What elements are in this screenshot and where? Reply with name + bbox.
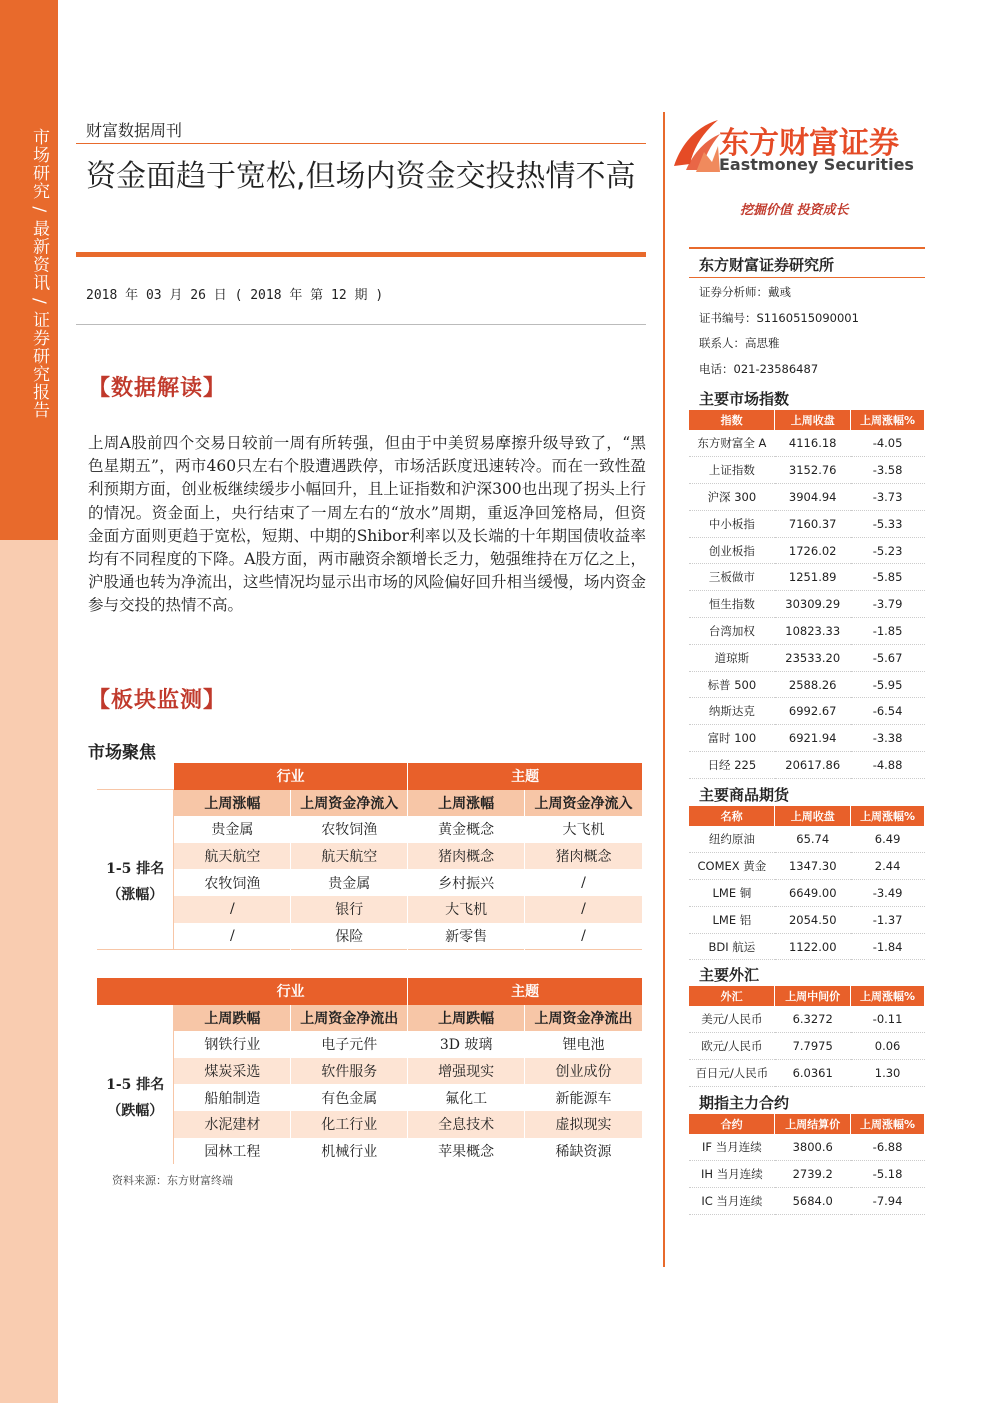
- table-row: [689, 853, 925, 880]
- table-row: [689, 880, 925, 907]
- table-cell: 欧元/人民币: [689, 1033, 775, 1060]
- table-cell: 航天航空: [174, 843, 291, 870]
- table-cell: 10823.33: [775, 618, 851, 645]
- table-cell: -7.94: [851, 1188, 925, 1215]
- group-header-theme: 主题: [408, 763, 643, 790]
- table-cell: /: [174, 923, 291, 950]
- rank-label: 1-5 排名 （涨幅）: [97, 816, 174, 949]
- table-row: [97, 1084, 643, 1111]
- table-cell: /: [525, 869, 643, 896]
- table-cell: -5.23: [851, 537, 925, 564]
- rank-label: 1-5 排名 （跌幅）: [97, 1031, 174, 1164]
- table-cell: -5.67: [851, 644, 925, 671]
- table-row: [689, 1188, 925, 1215]
- table-cell: 中小板指: [689, 510, 775, 537]
- table-cell: 农牧饲渔: [174, 869, 291, 896]
- table-cell: 6992.67: [775, 698, 851, 725]
- table-cell: 电子元件: [291, 1031, 408, 1058]
- institute-name: 东方财富证券研究所: [699, 256, 835, 274]
- table-cell: 6649.00: [775, 880, 851, 907]
- group-header-industry: 行业: [174, 978, 408, 1005]
- table-cell: -1.84: [851, 933, 925, 960]
- table-cell: 船舶制造: [174, 1084, 291, 1111]
- table-cell: -4.05: [851, 430, 925, 457]
- sector-losers-table: [97, 978, 643, 1164]
- col-header: 上周结算价: [775, 1114, 851, 1134]
- col-header: 外汇: [689, 986, 775, 1006]
- group-header-industry: 行业: [174, 763, 408, 790]
- table-row: [689, 933, 925, 960]
- table-row: [689, 1060, 925, 1087]
- table-cell: LME 铝: [689, 906, 775, 933]
- table-row: [689, 725, 925, 752]
- col-header: 名称: [689, 806, 775, 826]
- table-cell: 三板做市: [689, 564, 775, 591]
- data-source-note: 资料来源：东方财富终端: [112, 1174, 233, 1187]
- table-cell: 机械行业: [291, 1138, 408, 1165]
- table-cell: 煤炭采选: [174, 1058, 291, 1085]
- header-divider: [76, 143, 646, 144]
- institute-divider: [689, 277, 925, 278]
- col-header: 上周涨幅: [174, 790, 291, 817]
- table-cell: 虚拟现实: [525, 1111, 643, 1138]
- table-cell: -3.58: [851, 457, 925, 484]
- table-cell: 锂电池: [525, 1031, 643, 1058]
- table-cell: -1.37: [851, 906, 925, 933]
- table-row: [97, 1138, 643, 1165]
- table-cell: 0.06: [851, 1033, 925, 1060]
- table-row: [689, 564, 925, 591]
- table-row: [689, 537, 925, 564]
- table-cell: 猪肉概念: [525, 843, 643, 870]
- table-cell: 新能源车: [525, 1084, 643, 1111]
- col-header: 上周收盘: [775, 806, 851, 826]
- indices-table: [689, 410, 925, 779]
- table-group-header: [97, 978, 643, 1005]
- table-row: [689, 1006, 925, 1033]
- table-cell: 2054.50: [775, 906, 851, 933]
- table-cell: 化工行业: [291, 1111, 408, 1138]
- table-cell: 大飞机: [408, 896, 525, 923]
- table-cell: 6.49: [851, 826, 925, 853]
- table-cell: 23533.20: [775, 644, 851, 671]
- market-focus-subtitle: 市场聚焦: [88, 743, 156, 763]
- table-cell: LME 铜: [689, 880, 775, 907]
- table-cell: 水泥建材: [174, 1111, 291, 1138]
- table-cell: /: [174, 896, 291, 923]
- table-cell: 增强现实: [408, 1058, 525, 1085]
- table-cell: 沪深 300: [689, 484, 775, 511]
- table-cell: 航天航空: [291, 843, 408, 870]
- brand-name-cn: 东方财富证券: [719, 126, 899, 161]
- table-cell: 东方财富全 A: [689, 430, 775, 457]
- table-cell: 3904.94: [775, 484, 851, 511]
- table-cell: 日经 225: [689, 752, 775, 779]
- col-header: 上周涨幅: [408, 790, 525, 817]
- table-cell: 65.74: [775, 826, 851, 853]
- table-cell: 银行: [291, 896, 408, 923]
- title-underline-bar: [76, 252, 646, 257]
- table-row: [689, 591, 925, 618]
- table-cell: /: [525, 923, 643, 950]
- publication-name: 财富数据周刊: [86, 121, 183, 140]
- col-header: 上周资金净流入: [291, 790, 408, 817]
- brand-name-en: Eastmoney Securities: [719, 155, 914, 174]
- table-row: [689, 826, 925, 853]
- date-divider: [76, 324, 646, 325]
- sidebar-vertical-text: 市场研究 / 最新资讯 / 证券研究报告: [29, 128, 49, 420]
- col-header: 上周涨幅%: [851, 1114, 925, 1134]
- col-header: 上周资金净流入: [525, 790, 643, 817]
- table-cell: 稀缺资源: [525, 1138, 643, 1165]
- table-header-row: [689, 806, 925, 826]
- brand-slogan: 挖掘价值 投资成长: [740, 203, 849, 218]
- table-row: [689, 457, 925, 484]
- table-cell: 创业成份: [525, 1058, 643, 1085]
- table-cell: 2739.2: [775, 1161, 851, 1188]
- table-cell: 6.0361: [775, 1060, 851, 1087]
- table-cell: -5.95: [851, 671, 925, 698]
- col-header: 上周涨幅%: [851, 410, 925, 430]
- table-cell: -6.88: [851, 1134, 925, 1161]
- futures-table: [689, 1114, 925, 1215]
- table-cell: -3.73: [851, 484, 925, 511]
- col-header: 指数: [689, 410, 775, 430]
- table-cell: 苹果概念: [408, 1138, 525, 1165]
- table-cell: -1.85: [851, 618, 925, 645]
- table-cell: 富时 100: [689, 725, 775, 752]
- table-cell: -3.49: [851, 880, 925, 907]
- table-header-row: [689, 1114, 925, 1134]
- table-cell: 贵金属: [291, 869, 408, 896]
- table-header-row: [689, 986, 925, 1006]
- table-row: [97, 1111, 643, 1138]
- col-header: 上周涨幅%: [851, 806, 925, 826]
- issue-date: 2018 年 03 月 26 日 ( 2018 年 第 12 期 ): [86, 288, 384, 303]
- table-cell: -3.38: [851, 725, 925, 752]
- table-cell: 3D 玻璃: [408, 1031, 525, 1058]
- table-row: [689, 644, 925, 671]
- table-row: [689, 671, 925, 698]
- table-cell: 标普 500: [689, 671, 775, 698]
- table-cell: 百日元/人民币: [689, 1060, 775, 1087]
- table-cell: /: [525, 896, 643, 923]
- table-cell: 软件服务: [291, 1058, 408, 1085]
- analyst-name: 证券分析师：戴彧: [699, 285, 791, 299]
- column-divider: [663, 112, 665, 1267]
- table-group-header: [97, 763, 643, 790]
- contact-person: 联系人：高思雅: [699, 336, 780, 350]
- col-header: 上周资金净流出: [291, 1005, 408, 1032]
- table-cell: 纳斯达克: [689, 698, 775, 725]
- table-cell: 乡村振兴: [408, 869, 525, 896]
- table-cell: 园林工程: [174, 1138, 291, 1165]
- table-cell: 上证指数: [689, 457, 775, 484]
- table-cell: 1726.02: [775, 537, 851, 564]
- table-cell: BDI 航运: [689, 933, 775, 960]
- table-cell: 台湾加权: [689, 618, 775, 645]
- fx-table: [689, 986, 925, 1087]
- table-cell: 3800.6: [775, 1134, 851, 1161]
- table-row: [97, 869, 643, 896]
- table-cell: 农牧饲渔: [291, 816, 408, 843]
- table-cell: -5.33: [851, 510, 925, 537]
- institute-top-line: [689, 247, 925, 249]
- table-row: [689, 484, 925, 511]
- table-column-header: [97, 1005, 643, 1032]
- commodities-body: [689, 826, 925, 960]
- section-title-sector-monitor: 【板块监测】: [88, 687, 227, 713]
- table-cell: 1.30: [851, 1060, 925, 1087]
- table-cell: 贵金属: [174, 816, 291, 843]
- table-cell: 3152.76: [775, 457, 851, 484]
- commodities-table: [689, 806, 925, 960]
- col-header: 上周跌幅: [408, 1005, 525, 1032]
- table-column-header: [97, 790, 643, 817]
- table-row: [689, 698, 925, 725]
- col-header: 合约: [689, 1114, 775, 1134]
- table-row: [689, 1134, 925, 1161]
- table-cell: 道琼斯: [689, 644, 775, 671]
- analysis-paragraph: 上周A股前四个交易日较前一周有所转强，但由于中美贸易摩擦升级导致了，“黑色星期五”，两市460只左右个股遭遇跌停，市场活跃度迅速转冷。而在一致性盈利预期方面，创业板继续缓步小幅回升，且上证指数和沪深300也出现了拐头上行的情况。资金面上，央行结束了一周左右的“放水”周期，重返净回笼格局，但资金面方面则更趋于宽松，短期、中期的Shibor利率以及长端的十年期国债收益率均有不同程度的下降。A股方面，两市融资余额增长乏力，勉强维持在万亿之上，沪股通也转为净流出，这些情况均显示出市场的风险偏好回升相当缓慢，场内资金参与交投的热情不高。: [88, 434, 647, 615]
- table-cell: 1347.30: [775, 853, 851, 880]
- table-cell: 2588.26: [775, 671, 851, 698]
- table-cell: 钢铁行业: [174, 1031, 291, 1058]
- col-header: 上周跌幅: [174, 1005, 291, 1032]
- table-cell: 猪肉概念: [408, 843, 525, 870]
- table-row: [689, 906, 925, 933]
- table-cell: 有色金属: [291, 1084, 408, 1111]
- futures-body: [689, 1134, 925, 1214]
- table-cell: 30309.29: [775, 591, 851, 618]
- table-row: [689, 618, 925, 645]
- col-header: 上周资金净流出: [525, 1005, 643, 1032]
- table-row: [689, 430, 925, 457]
- table-cell: 大飞机: [525, 816, 643, 843]
- table-row: [689, 1161, 925, 1188]
- table-cell: 全息技术: [408, 1111, 525, 1138]
- table-cell: 1122.00: [775, 933, 851, 960]
- table-cell: 黄金概念: [408, 816, 525, 843]
- sector-gainers-table: [97, 763, 643, 950]
- table-cell: -3.79: [851, 591, 925, 618]
- table-cell: 新零售: [408, 923, 525, 950]
- table-cell: 保险: [291, 923, 408, 950]
- table-row: [97, 1058, 643, 1085]
- col-header: 上周中间价: [775, 986, 851, 1006]
- fx-title: 主要外汇: [699, 966, 760, 984]
- indices-body: [689, 430, 925, 778]
- table-row: [689, 510, 925, 537]
- section-title-data-reading: 【数据解读】: [88, 375, 227, 401]
- futures-title: 期指主力合约: [699, 1094, 790, 1112]
- table-row: [97, 1031, 643, 1058]
- table-cell: 恒生指数: [689, 591, 775, 618]
- group-header-theme: 主题: [408, 978, 643, 1005]
- table-cell: 创业板指: [689, 537, 775, 564]
- table-cell: COMEX 黄金: [689, 853, 775, 880]
- table-row: [689, 752, 925, 779]
- table-cell: 4116.18: [775, 430, 851, 457]
- table-header-row: [689, 410, 925, 430]
- table-cell: IF 当月连续: [689, 1134, 775, 1161]
- contact-phone: 电话：021-23586487: [699, 362, 819, 376]
- table-cell: 1251.89: [775, 564, 851, 591]
- table-cell: 5684.0: [775, 1188, 851, 1215]
- table-cell: 20617.86: [775, 752, 851, 779]
- table-cell: -5.18: [851, 1161, 925, 1188]
- indices-title: 主要市场指数: [699, 390, 790, 408]
- table-cell: -0.11: [851, 1006, 925, 1033]
- certificate-number: 证书编号：S1160515090001: [699, 311, 859, 325]
- table-cell: 氟化工: [408, 1084, 525, 1111]
- table-cell: 6.3272: [775, 1006, 851, 1033]
- table-cell: -6.54: [851, 698, 925, 725]
- col-header: 上周收盘: [775, 410, 851, 430]
- table-cell: IC 当月连续: [689, 1188, 775, 1215]
- page-title: 资金面趋于宽松,但场内资金交投热情不高: [86, 159, 636, 194]
- commodities-title: 主要商品期货: [699, 786, 790, 804]
- table-cell: 7.7975: [775, 1033, 851, 1060]
- table-row: [97, 843, 643, 870]
- table-cell: -5.85: [851, 564, 925, 591]
- table-cell: 7160.37: [775, 510, 851, 537]
- table-row: [689, 1033, 925, 1060]
- fx-body: [689, 1006, 925, 1086]
- table-cell: 纽约原油: [689, 826, 775, 853]
- table-cell: -4.88: [851, 752, 925, 779]
- table-cell: IH 当月连续: [689, 1161, 775, 1188]
- table-row: [97, 923, 643, 950]
- table-cell: 美元/人民币: [689, 1006, 775, 1033]
- table-row: [97, 896, 643, 923]
- table-row: [97, 816, 643, 843]
- table-cell: 2.44: [851, 853, 925, 880]
- col-header: 上周涨幅%: [851, 986, 925, 1006]
- table-cell: 6921.94: [775, 725, 851, 752]
